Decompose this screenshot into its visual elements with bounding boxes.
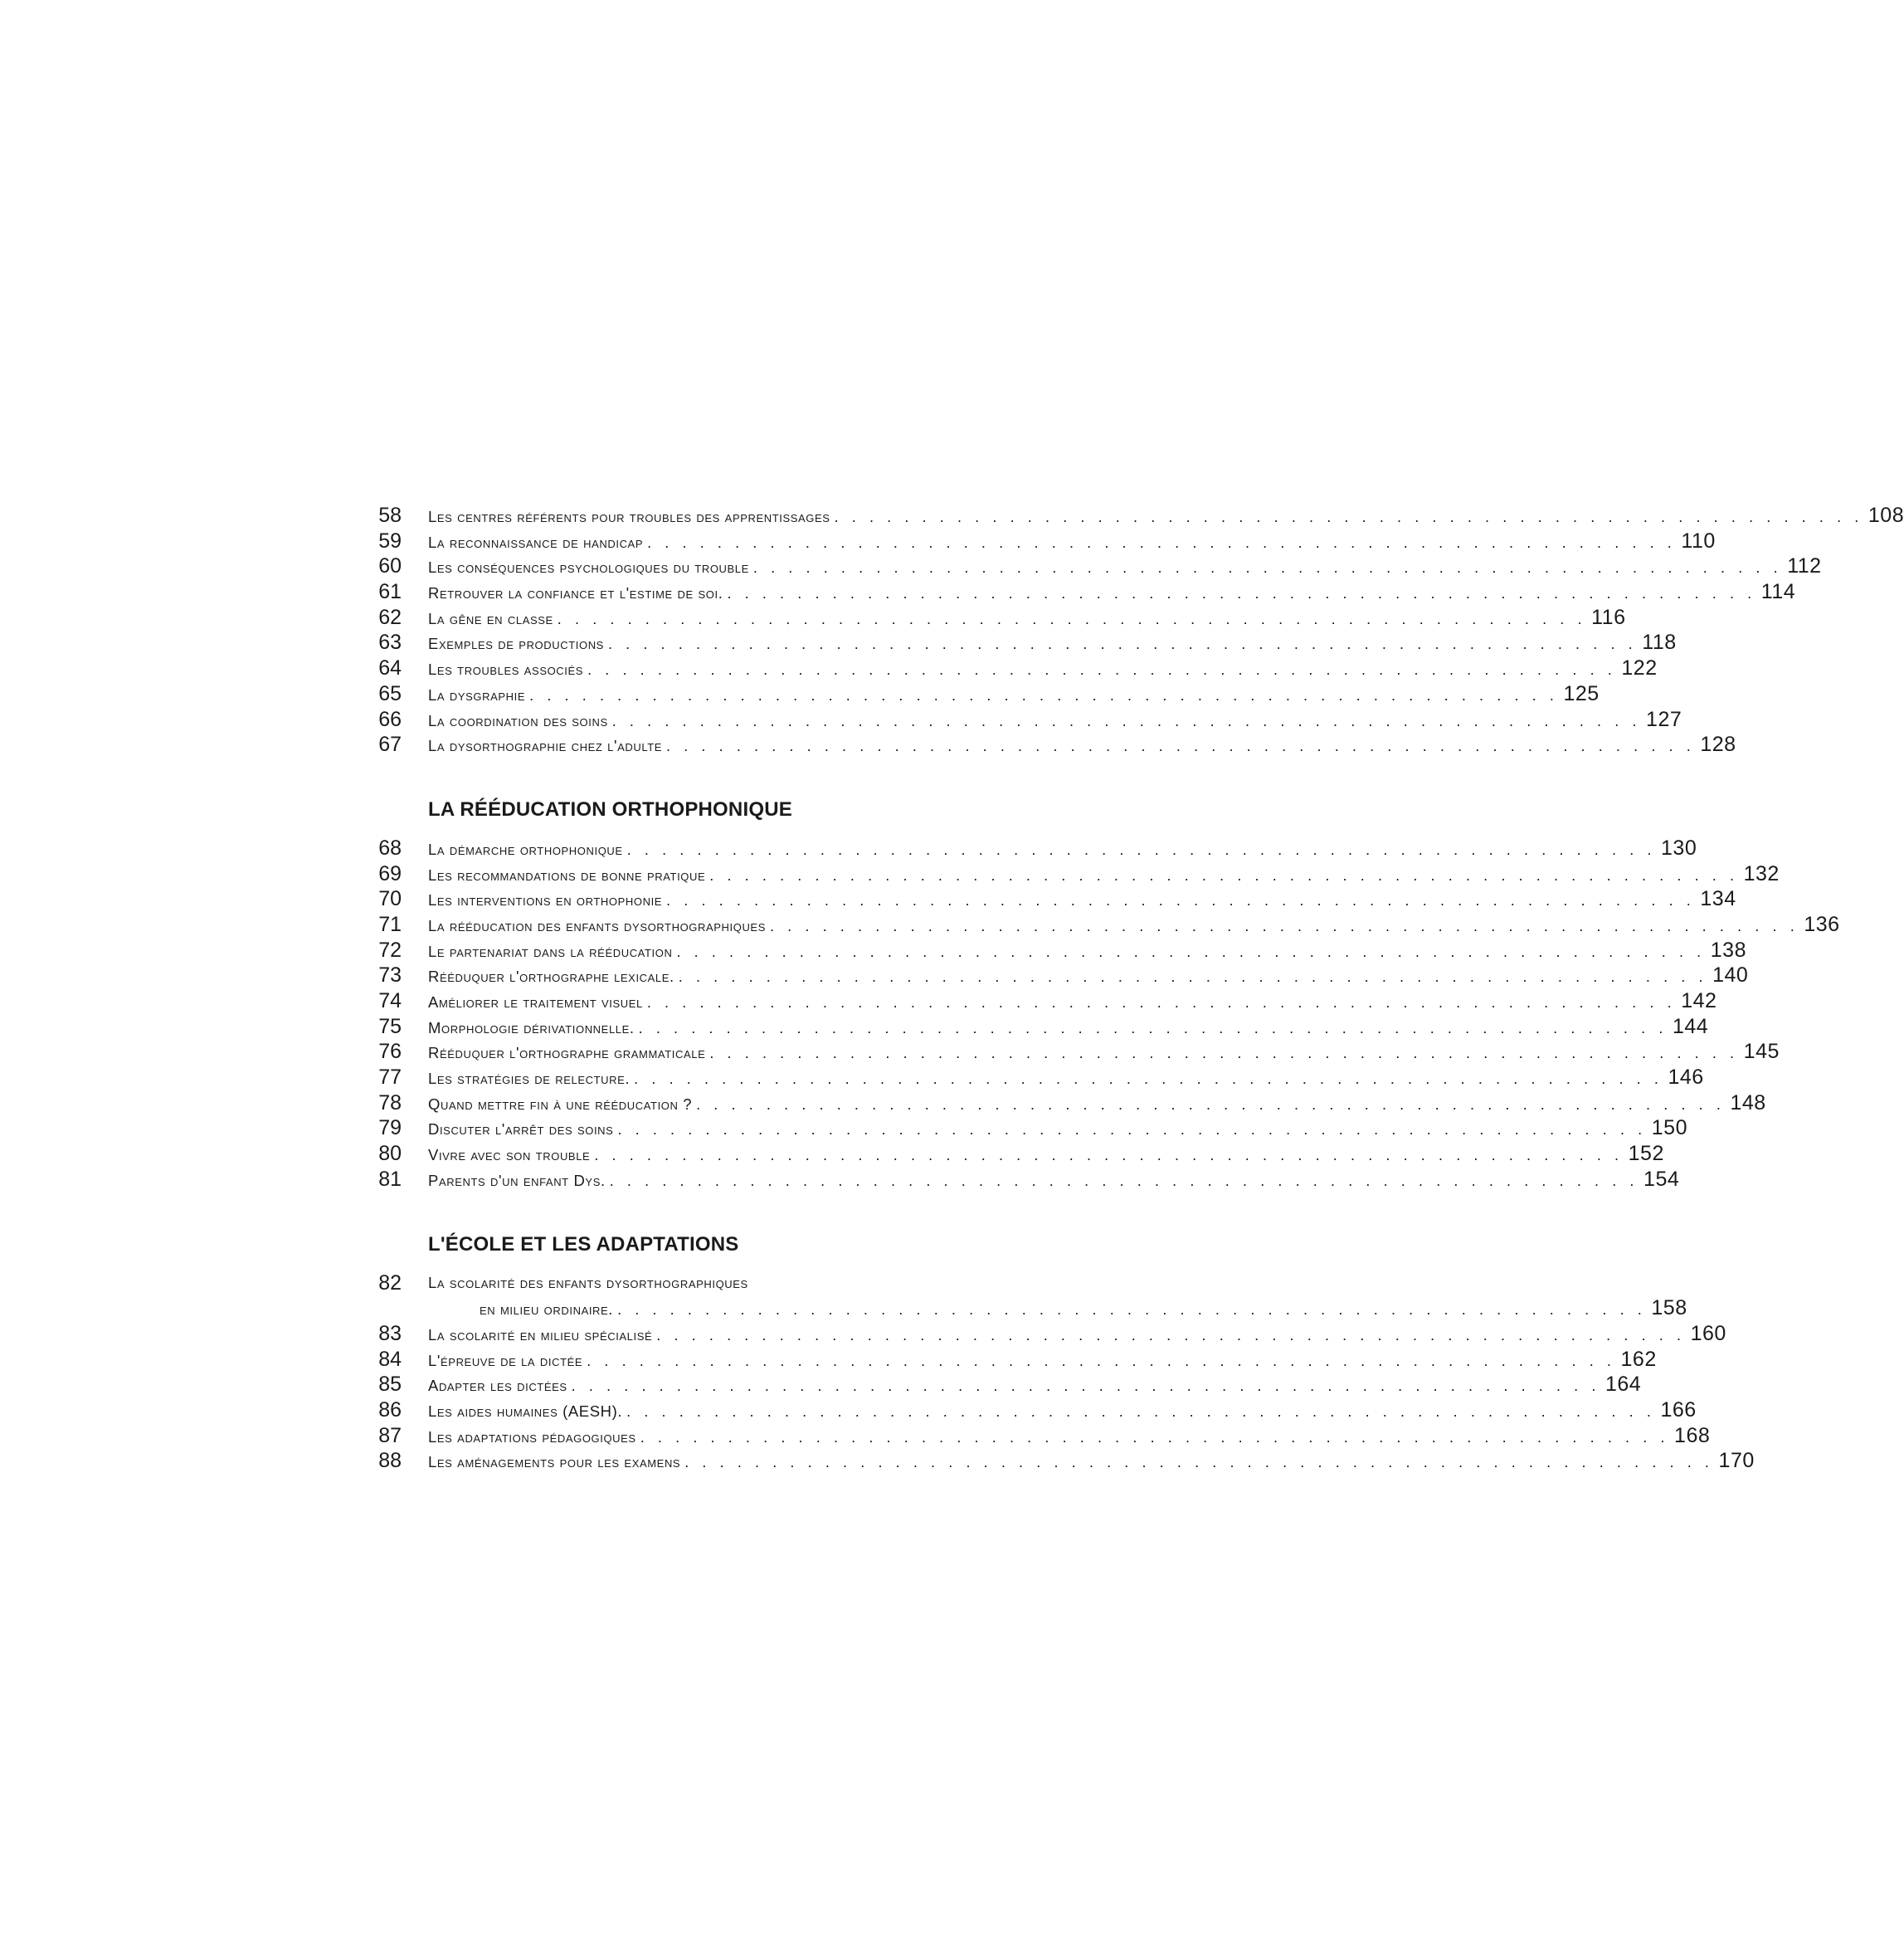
- toc-entry[interactable]: 79 Discuter l'arrêt des soins . . . . . . . . . . . . . . . . . . . . . . . . . . . . . . . . . . . . . . . . . . . . . . . . . . . . . . . . . . . 150: [373, 1115, 987, 1141]
- entry-title-continuation: en milieu ordinaire.: [480, 1300, 614, 1319]
- entry-number: 69: [378, 861, 402, 885]
- toc-entry-continuation[interactable]: en milieu ordinaire. . . . . . . . . . . . . . . . . . . . . . . . . . . . . . . . . . . . . . . . . . . . . . . . . . . . . . . . . . . . 158: [373, 1295, 987, 1321]
- section-heading: [373, 1232, 987, 1270]
- entry-number: 84: [378, 1347, 402, 1371]
- entry-page: 144: [1672, 1014, 1709, 1038]
- toc-entry[interactable]: 88 Les aménagements pour les examens . . . . . . . . . . . . . . . . . . . . . . . . . . . . . . . . . . . . . . . . . . . . . . . . . . . . . . . . . . . 170: [373, 1448, 987, 1474]
- entry-title: Morphologie dérivationnelle.: [428, 1018, 635, 1036]
- entry-number: 73: [378, 963, 402, 988]
- entry-page: 150: [1651, 1116, 1687, 1140]
- toc-entry[interactable]: 59 La reconnaissance de handicap . . . . . . . . . . . . . . . . . . . . . . . . . . . . . . . . . . . . . . . . . . . . . . . . . . . . . . . . . . . 110: [373, 529, 987, 554]
- entry-title: La rééducation des enfants dysorthographiques: [428, 916, 766, 934]
- entry-page: 140: [1712, 963, 1749, 988]
- entry-title: La dysorthographie chez l'adulte: [428, 737, 663, 755]
- entry-page: 170: [1718, 1449, 1755, 1473]
- entry-page: 138: [1710, 938, 1746, 962]
- entry-page: 122: [1621, 656, 1658, 680]
- entry-page: 154: [1643, 1167, 1680, 1191]
- toc-entry[interactable]: 83 La scolarité en milieu spécialisé . . . . . . . . . . . . . . . . . . . . . . . . . . . . . . . . . . . . . . . . . . . . . . . . . . . . . . . . . . . 160: [373, 1321, 987, 1347]
- entry-title: La coordination des soins: [428, 711, 608, 729]
- entry-title: Retrouver la confiance et l'estime de soi.: [428, 584, 723, 602]
- entry-page: 136: [1804, 912, 1840, 936]
- section-2-heading: LA RÉÉDUCATION ORTHOPHONIQUE: [428, 797, 792, 821]
- entry-title: Adapter les dictées: [428, 1377, 567, 1395]
- toc-entry[interactable]: 58 Les centres référents pour troubles des apprentissages . . . . . . . . . . . . . . . . . . . . . . . . . . . . . . . . . . . . . . . . . . . . . . . . . . . . . . . . . . . 108: [373, 503, 987, 529]
- toc-entry[interactable]: 67 La dysorthographie chez l'adulte . . . . . . . . . . . . . . . . . . . . . . . . . . . . . . . . . . . . . . . . . . . . . . . . . . . . . . . . . . . 128: [373, 732, 987, 758]
- entry-number: 82: [378, 1270, 402, 1295]
- entry-title: Améliorer le traitement visuel: [428, 993, 643, 1011]
- entry-title: Les troubles associés: [428, 661, 584, 679]
- entry-title: Quand mettre fin à une rééducation ?: [428, 1095, 693, 1113]
- toc-entry[interactable]: 65 La dysgraphie . . . . . . . . . . . . . . . . . . . . . . . . . . . . . . . . . . . . . . . . . . . . . . . . . . . . . . . . . . . 125: [373, 681, 987, 707]
- entry-page: 168: [1674, 1423, 1711, 1447]
- entry-number: 86: [378, 1397, 402, 1422]
- entry-number: 79: [378, 1116, 402, 1140]
- entry-number: 68: [378, 836, 402, 860]
- section-3-heading: L'ÉCOLE ET LES ADAPTATIONS: [428, 1232, 739, 1256]
- toc-entry[interactable]: 73 Rééduquer l'orthographe lexicale. . . . . . . . . . . . . . . . . . . . . . . . . . . . . . . . . . . . . . . . . . . . . . . . . . . . . . . . . . . . 140: [373, 963, 987, 988]
- toc-entry[interactable]: 74 Améliorer le traitement visuel . . . . . . . . . . . . . . . . . . . . . . . . . . . . . . . . . . . . . . . . . . . . . . . . . . . . . . . . . . . 142: [373, 988, 987, 1014]
- entry-page: 166: [1660, 1397, 1697, 1422]
- entry-page: 112: [1787, 554, 1822, 578]
- entry-number: 75: [378, 1014, 402, 1038]
- entry-title: Les interventions en orthophonie: [428, 891, 663, 910]
- entry-number: 58: [378, 504, 402, 527]
- toc-entry[interactable]: 71 La rééducation des enfants dysorthographiques . . . . . . . . . . . . . . . . . . . . . . . . . . . . . . . . . . . . . . . . . . . . . . . . . . . . . . . . . . . 136: [373, 912, 987, 938]
- toc-entry[interactable]: 68 La démarche orthophonique . . . . . . . . . . . . . . . . . . . . . . . . . . . . . . . . . . . . . . . . . . . . . . . . . . . . . . . . . . . 130: [373, 836, 987, 861]
- entry-page: 114: [1760, 580, 1796, 604]
- entry-page: 162: [1620, 1347, 1657, 1371]
- entry-title: Exemples de productions: [428, 635, 604, 653]
- entry-number: 59: [378, 529, 402, 553]
- entry-title: Les aides humaines (AESH).: [428, 1402, 623, 1420]
- entry-page: 158: [1651, 1296, 1687, 1320]
- entry-number: 85: [378, 1373, 402, 1397]
- toc-entry[interactable]: 60 Les conséquences psychologiques du trouble . . . . . . . . . . . . . . . . . . . . . . . . . . . . . . . . . . . . . . . . . . . . . . . . . . . . . . . . . . . 112: [373, 554, 987, 579]
- entry-title: La reconnaissance de handicap: [428, 533, 644, 551]
- entry-number: 76: [378, 1040, 402, 1064]
- entry-number: 78: [378, 1090, 402, 1114]
- toc-entry[interactable]: 85 Adapter les dictées . . . . . . . . . . . . . . . . . . . . . . . . . . . . . . . . . . . . . . . . . . . . . . . . . . . . . . . . . . . 164: [373, 1372, 987, 1397]
- section-heading: [373, 797, 987, 836]
- entry-title: La dysgraphie: [428, 685, 526, 704]
- entry-page: 134: [1700, 887, 1736, 911]
- entry-number: 77: [378, 1066, 402, 1090]
- toc-entry[interactable]: 70 Les interventions en orthophonie . . . . . . . . . . . . . . . . . . . . . . . . . . . . . . . . . . . . . . . . . . . . . . . . . . . . . . . . . . . 134: [373, 886, 987, 912]
- entry-title: La démarche orthophonique: [428, 840, 623, 858]
- toc-entry[interactable]: 76 Rééduquer l'orthographe grammaticale . . . . . . . . . . . . . . . . . . . . . . . . . . . . . . . . . . . . . . . . . . . . . . . . . . . . . . . . . . . 145: [373, 1039, 987, 1065]
- entry-title: L'épreuve de la dictée: [428, 1351, 583, 1369]
- entry-page: 132: [1743, 861, 1780, 885]
- entry-title: La scolarité en milieu spécialisé: [428, 1325, 653, 1344]
- entry-number: 70: [378, 887, 402, 911]
- entry-title: La gêne en classe: [428, 609, 553, 627]
- entry-page: 118: [1642, 631, 1677, 655]
- entry-number: 62: [378, 605, 402, 629]
- entry-number: 61: [378, 580, 402, 604]
- toc-section-2: [373, 836, 1840, 1192]
- toc-entry[interactable]: 84 L'épreuve de la dictée . . . . . . . . . . . . . . . . . . . . . . . . . . . . . . . . . . . . . . . . . . . . . . . . . . . . . . . . . . . 162: [373, 1347, 987, 1373]
- entry-title: Les aménagements pour les examens: [428, 1453, 681, 1471]
- entry-title: Parents d'un enfant Dys.: [428, 1171, 606, 1189]
- toc-entry[interactable]: 87 Les adaptations pédagogiques . . . . . . . . . . . . . . . . . . . . . . . . . . . . . . . . . . . . . . . . . . . . . . . . . . . . . . . . . . . 168: [373, 1423, 987, 1449]
- entry-page: 145: [1743, 1040, 1780, 1064]
- entry-title: Les stratégies de relecture.: [428, 1070, 631, 1088]
- entry-page: 146: [1668, 1066, 1704, 1090]
- toc-entry[interactable]: 63 Exemples de productions . . . . . . . . . . . . . . . . . . . . . . . . . . . . . . . . . . . . . . . . . . . . . . . . . . . . . . . . . . . 118: [373, 630, 987, 656]
- entry-title: Rééduquer l'orthographe lexicale.: [428, 968, 674, 986]
- entry-title: Le partenariat dans la rééducation: [428, 942, 673, 960]
- entry-number: 66: [378, 707, 402, 731]
- entry-number: 67: [378, 733, 402, 757]
- entry-number: 64: [378, 656, 402, 680]
- entry-number: 83: [378, 1321, 402, 1345]
- toc-entry[interactable]: 66 La coordination des soins . . . . . . . . . . . . . . . . . . . . . . . . . . . . . . . . . . . . . . . . . . . . . . . . . . . . . . . . . . . 127: [373, 707, 987, 733]
- entry-title: La scolarité des enfants dysorthographiques: [428, 1273, 748, 1291]
- toc-section-3: [373, 1270, 1755, 1475]
- toc-entry[interactable]: 80 Vivre avec son trouble . . . . . . . . . . . . . . . . . . . . . . . . . . . . . . . . . . . . . . . . . . . . . . . . . . . . . . . . . . . 152: [373, 1141, 987, 1167]
- toc-section-1: [373, 503, 1904, 758]
- entry-number: 60: [378, 554, 402, 578]
- toc-entry[interactable]: 69 Les recommandations de bonne pratique . . . . . . . . . . . . . . . . . . . . . . . . . . . . . . . . . . . . . . . . . . . . . . . . . . . . . . . . . . . 132: [373, 861, 987, 887]
- entry-title: Les recommandations de bonne pratique: [428, 866, 706, 884]
- entry-page: 108: [1867, 504, 1904, 527]
- entry-number: 88: [378, 1449, 402, 1473]
- toc-entry[interactable]: 77 Les stratégies de relecture. . . . . . . . . . . . . . . . . . . . . . . . . . . . . . . . . . . . . . . . . . . . . . . . . . . . . . . . . . . . 146: [373, 1065, 987, 1090]
- entry-page: 160: [1690, 1321, 1726, 1345]
- entry-page: 164: [1605, 1373, 1642, 1397]
- toc-entry[interactable]: 75 Morphologie dérivationnelle. . . . . . . . . . . . . . . . . . . . . . . . . . . . . . . . . . . . . . . . . . . . . . . . . . . . . . . . . . . . 144: [373, 1014, 987, 1040]
- toc-entry[interactable]: 64 Les troubles associés . . . . . . . . . . . . . . . . . . . . . . . . . . . . . . . . . . . . . . . . . . . . . . . . . . . . . . . . . . . 122: [373, 656, 987, 681]
- entry-page: 148: [1730, 1090, 1766, 1114]
- toc-entry[interactable]: 61 Retrouver la confiance et l'estime de soi. . . . . . . . . . . . . . . . . . . . . . . . . . . . . . . . . . . . . . . . . . . . . . . . . . . . . . . . . . . . 114: [373, 579, 987, 605]
- table-of-contents: [373, 503, 1904, 1474]
- entry-title: Les centres référents pour troubles des apprentissages: [428, 508, 830, 525]
- entry-title: Les conséquences psychologiques du trouble: [428, 558, 749, 577]
- entry-number: 74: [378, 989, 402, 1012]
- entry-number: 71: [378, 912, 402, 936]
- toc-entry[interactable]: 86 Les aides humaines (AESH). . . . . . . . . . . . . . . . . . . . . . . . . . . . . . . . . . . . . . . . . . . . . . . . . . . . . . . . . . . . 166: [373, 1397, 987, 1423]
- entry-title: Discuter l'arrêt des soins: [428, 1120, 614, 1139]
- entry-number: 87: [378, 1423, 402, 1447]
- entry-number: 81: [378, 1167, 402, 1191]
- entry-title: Vivre avec son trouble: [428, 1146, 591, 1164]
- entry-page: 130: [1661, 836, 1697, 860]
- toc-entry[interactable]: 78 Quand mettre fin à une rééducation ? . . . . . . . . . . . . . . . . . . . . . . . . . . . . . . . . . . . . . . . . . . . . . . . . . . . . . . . . . . . 148: [373, 1090, 987, 1116]
- entry-page: 116: [1591, 605, 1626, 629]
- toc-entry[interactable]: 81 Parents d'un enfant Dys. . . . . . . . . . . . . . . . . . . . . . . . . . . . . . . . . . . . . . . . . . . . . . . . . . . . . . . . . . . . 154: [373, 1167, 987, 1192]
- entry-page: 128: [1700, 733, 1736, 757]
- entry-number: 65: [378, 681, 402, 705]
- entry-number: 80: [378, 1142, 402, 1166]
- entry-number: 63: [378, 631, 402, 655]
- entry-page: 142: [1681, 989, 1717, 1012]
- entry-page: 152: [1628, 1142, 1664, 1166]
- toc-entry[interactable]: [373, 1270, 987, 1296]
- entry-title: Rééduquer l'orthographe grammaticale: [428, 1044, 706, 1062]
- entry-number: 72: [378, 938, 402, 962]
- toc-entry[interactable]: 62 La gêne en classe . . . . . . . . . . . . . . . . . . . . . . . . . . . . . . . . . . . . . . . . . . . . . . . . . . . . . . . . . . . 116: [373, 605, 987, 631]
- entry-page: 125: [1563, 681, 1600, 705]
- entry-page: 110: [1681, 529, 1716, 553]
- entry-page: 127: [1646, 707, 1682, 731]
- entry-title: Les adaptations pédagogiques: [428, 1427, 636, 1446]
- toc-entry[interactable]: 72 Le partenariat dans la rééducation . . . . . . . . . . . . . . . . . . . . . . . . . . . . . . . . . . . . . . . . . . . . . . . . . . . . . . . . . . . 138: [373, 938, 987, 963]
